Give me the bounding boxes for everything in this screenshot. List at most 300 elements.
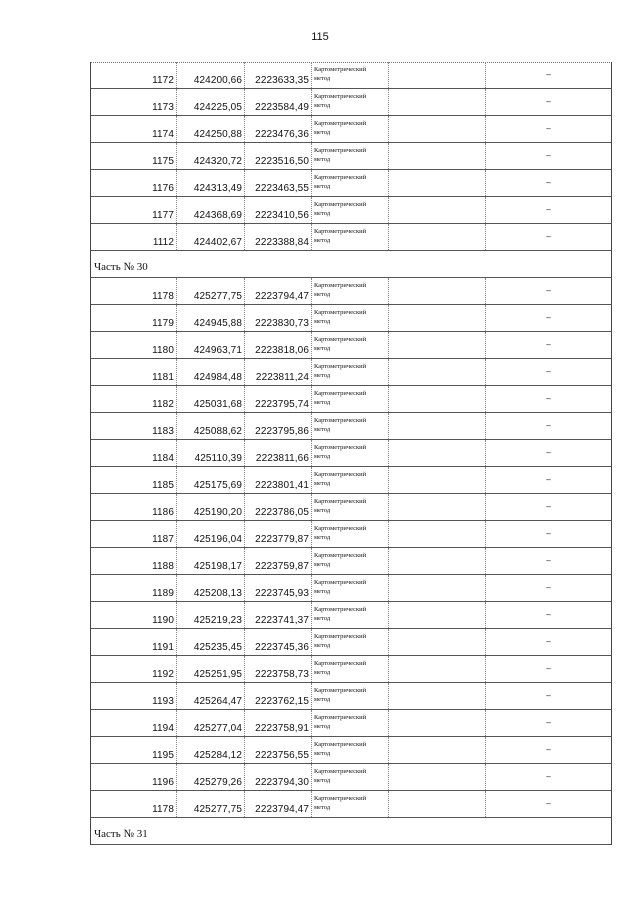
- method-line-2: метод: [314, 507, 331, 514]
- method-cell: [312, 683, 389, 709]
- note-cell: [486, 332, 611, 358]
- x-coordinate-cell-value: 425235,45: [193, 641, 242, 653]
- dash-mark: –: [546, 394, 551, 403]
- y-coordinate-cell: [245, 224, 312, 250]
- y-coordinate-cell-value: 2223794,47: [255, 803, 309, 815]
- y-coordinate-cell: [245, 305, 312, 331]
- note-cell: [486, 197, 611, 223]
- method-line-2: метод: [314, 399, 331, 406]
- method-cell: [312, 305, 389, 331]
- dash-mark: –: [546, 340, 551, 349]
- empty-cell: [389, 764, 486, 790]
- method-line-1: Картометрический: [314, 741, 367, 748]
- method-line-1: Картометрический: [314, 363, 367, 370]
- point-number-cell: [91, 224, 177, 250]
- x-coordinate-cell: [177, 737, 245, 763]
- point-number-cell: [91, 494, 177, 520]
- method-line-2: метод: [314, 129, 331, 136]
- point-number-cell: [91, 440, 177, 466]
- empty-cell: [389, 791, 486, 817]
- note-cell: [486, 575, 611, 601]
- table-row: [91, 629, 611, 656]
- note-cell: [486, 710, 611, 736]
- method-line-1: Картометрический: [314, 606, 367, 613]
- y-coordinate-cell-value: 2223794,30: [255, 776, 309, 788]
- y-coordinate-cell-value: 2223762,15: [255, 695, 309, 707]
- x-coordinate-cell: [177, 791, 245, 817]
- y-coordinate-cell: [245, 143, 312, 169]
- method-line-1: Картометрический: [314, 390, 367, 397]
- x-coordinate-cell: [177, 413, 245, 439]
- point-number-cell: [91, 143, 177, 169]
- method-text: [314, 659, 366, 677]
- y-coordinate-cell: [245, 332, 312, 358]
- method-cell: [312, 359, 389, 385]
- x-coordinate-cell: [177, 62, 245, 88]
- empty-cell: [389, 683, 486, 709]
- method-line-1: Картометрический: [314, 498, 367, 505]
- dash-mark: –: [546, 124, 551, 133]
- dash-mark: –: [546, 610, 551, 619]
- y-coordinate-cell: [245, 170, 312, 196]
- y-coordinate-cell: [245, 629, 312, 655]
- point-number-cell-value: 1112: [152, 236, 174, 248]
- point-number-cell-value: 1189: [152, 587, 174, 599]
- empty-cell: [389, 548, 486, 574]
- point-number-cell: [91, 467, 177, 493]
- point-number-cell-value: 1173: [152, 101, 174, 113]
- empty-cell: [389, 521, 486, 547]
- dash-mark: –: [546, 556, 551, 565]
- y-coordinate-cell-value: 2223801,41: [255, 479, 309, 491]
- note-cell: [486, 305, 611, 331]
- point-number-cell-value: 1193: [152, 695, 174, 707]
- x-coordinate-cell: [177, 305, 245, 331]
- method-text: [314, 173, 366, 191]
- empty-cell: [389, 224, 486, 250]
- dash-mark: –: [546, 637, 551, 646]
- method-line-1: Картометрический: [314, 714, 367, 721]
- note-cell: [486, 494, 611, 520]
- method-cell: [312, 548, 389, 574]
- y-coordinate-cell: [245, 737, 312, 763]
- empty-cell: [389, 305, 486, 331]
- empty-cell: [389, 386, 486, 412]
- table-row: [91, 791, 611, 818]
- point-number-cell-value: 1194: [152, 722, 174, 734]
- method-line-1: Картометрический: [314, 633, 367, 640]
- method-line-2: метод: [314, 750, 331, 757]
- x-coordinate-cell-value: 425277,75: [193, 290, 242, 302]
- dash-mark: –: [546, 421, 551, 430]
- empty-cell: [389, 575, 486, 601]
- point-number-cell: [91, 521, 177, 547]
- method-line-1: Картометрический: [314, 120, 367, 127]
- method-line-2: метод: [314, 75, 331, 82]
- x-coordinate-cell-value: 425264,47: [193, 695, 242, 707]
- method-line-1: Картометрический: [314, 93, 367, 100]
- x-coordinate-cell: [177, 224, 245, 250]
- x-coordinate-cell-value: 424402,67: [193, 236, 242, 248]
- point-number-cell: [91, 575, 177, 601]
- method-line-2: метод: [314, 237, 331, 244]
- method-text: [314, 767, 366, 785]
- method-line-2: метод: [314, 183, 331, 190]
- table-row: [91, 116, 611, 143]
- method-text: [314, 794, 366, 812]
- point-number-cell-value: 1195: [152, 749, 174, 761]
- note-cell: [486, 116, 611, 142]
- method-line-2: метод: [314, 777, 331, 784]
- x-coordinate-cell-value: 424984,48: [193, 371, 242, 383]
- empty-cell: [389, 494, 486, 520]
- coordinates-table: [90, 62, 612, 845]
- table-row: [91, 683, 611, 710]
- y-coordinate-cell-value: 2223830,73: [255, 317, 309, 329]
- empty-cell: [389, 629, 486, 655]
- y-coordinate-cell-value: 2223759,87: [255, 560, 309, 572]
- method-line-1: Картометрический: [314, 660, 367, 667]
- empty-cell: [389, 656, 486, 682]
- method-cell: [312, 737, 389, 763]
- dash-mark: –: [546, 529, 551, 538]
- method-line-1: Картометрический: [314, 579, 367, 586]
- method-text: [314, 65, 366, 83]
- method-text: [314, 632, 366, 650]
- empty-cell: [389, 197, 486, 223]
- empty-cell: [389, 359, 486, 385]
- table-row: [91, 413, 611, 440]
- y-coordinate-cell-value: 2223758,73: [255, 668, 309, 680]
- table-row: [91, 62, 611, 89]
- method-line-1: Картометрический: [314, 417, 367, 424]
- point-number-cell-value: 1178: [152, 290, 174, 302]
- y-coordinate-cell-value: 2223745,93: [255, 587, 309, 599]
- note-cell: [486, 89, 611, 115]
- table-row: [91, 143, 611, 170]
- method-cell: [312, 386, 389, 412]
- x-coordinate-cell-value: 425277,75: [193, 803, 242, 815]
- table-row: [91, 359, 611, 386]
- point-number-cell-value: 1182: [152, 398, 174, 410]
- point-number-cell-value: 1172: [152, 74, 174, 86]
- method-text: [314, 119, 366, 137]
- x-coordinate-cell: [177, 89, 245, 115]
- x-coordinate-cell-value: 425196,04: [193, 533, 242, 545]
- y-coordinate-cell: [245, 791, 312, 817]
- x-coordinate-cell: [177, 494, 245, 520]
- x-coordinate-cell: [177, 764, 245, 790]
- method-line-2: метод: [314, 345, 331, 352]
- y-coordinate-cell: [245, 521, 312, 547]
- dash-mark: –: [546, 151, 551, 160]
- point-number-cell: [91, 359, 177, 385]
- method-line-2: метод: [314, 804, 331, 811]
- point-number-cell: [91, 629, 177, 655]
- method-line-1: Картометрический: [314, 471, 367, 478]
- point-number-cell-value: 1191: [152, 641, 174, 653]
- table-row: [91, 575, 611, 602]
- method-cell: [312, 170, 389, 196]
- y-coordinate-cell: [245, 548, 312, 574]
- note-cell: [486, 143, 611, 169]
- point-number-cell-value: 1177: [152, 209, 174, 221]
- x-coordinate-cell: [177, 197, 245, 223]
- y-coordinate-cell-value: 2223811,66: [255, 452, 309, 464]
- method-text: [314, 308, 366, 326]
- table-row: [91, 764, 611, 791]
- point-number-cell: [91, 197, 177, 223]
- x-coordinate-cell-value: 425031,68: [193, 398, 242, 410]
- y-coordinate-cell-value: 2223795,86: [255, 425, 309, 437]
- method-cell: [312, 278, 389, 304]
- point-number-cell-value: 1179: [152, 317, 174, 329]
- method-line-1: Картометрический: [314, 336, 367, 343]
- method-cell: [312, 413, 389, 439]
- x-coordinate-cell-value: 425277,04: [193, 722, 242, 734]
- note-cell: [486, 764, 611, 790]
- y-coordinate-cell: [245, 359, 312, 385]
- table-row: [91, 521, 611, 548]
- table-row: [91, 170, 611, 197]
- method-cell: [312, 710, 389, 736]
- method-line-1: Картометрический: [314, 282, 367, 289]
- part-header-row: [91, 251, 611, 278]
- method-line-2: метод: [314, 669, 331, 676]
- x-coordinate-cell-value: 424313,49: [193, 182, 242, 194]
- empty-cell: [389, 440, 486, 466]
- method-line-2: метод: [314, 696, 331, 703]
- method-text: [314, 713, 366, 731]
- method-text: [314, 92, 366, 110]
- method-text: [314, 605, 366, 623]
- note-cell: [486, 683, 611, 709]
- note-cell: [486, 62, 611, 88]
- method-line-2: метод: [314, 102, 331, 109]
- method-line-1: Картометрический: [314, 309, 367, 316]
- method-line-2: метод: [314, 210, 331, 217]
- y-coordinate-cell-value: 2223476,36: [255, 128, 309, 140]
- y-coordinate-cell: [245, 683, 312, 709]
- point-number-cell-value: 1175: [152, 155, 174, 167]
- dash-mark: –: [546, 313, 551, 322]
- method-cell: [312, 764, 389, 790]
- dash-mark: –: [546, 475, 551, 484]
- y-coordinate-cell-value: 2223786,05: [255, 506, 309, 518]
- method-text: [314, 389, 366, 407]
- y-coordinate-cell-value: 2223388,84: [255, 236, 309, 248]
- empty-cell: [389, 710, 486, 736]
- method-text: [314, 362, 366, 380]
- method-line-1: Картометрический: [314, 174, 367, 181]
- empty-cell: [389, 413, 486, 439]
- point-number-cell: [91, 656, 177, 682]
- method-text: [314, 443, 366, 461]
- x-coordinate-cell-value: 424200,66: [193, 74, 242, 86]
- method-line-2: метод: [314, 642, 331, 649]
- method-line-2: метод: [314, 615, 331, 622]
- x-coordinate-cell-value: 425175,69: [193, 479, 242, 491]
- table-row: [91, 467, 611, 494]
- method-cell: [312, 62, 389, 88]
- x-coordinate-cell: [177, 521, 245, 547]
- method-line-2: метод: [314, 372, 331, 379]
- method-line-2: метод: [314, 723, 331, 730]
- note-cell: [486, 170, 611, 196]
- method-cell: [312, 197, 389, 223]
- x-coordinate-cell: [177, 575, 245, 601]
- y-coordinate-cell: [245, 494, 312, 520]
- note-cell: [486, 791, 611, 817]
- method-cell: [312, 656, 389, 682]
- method-line-2: метод: [314, 588, 331, 595]
- method-line-2: метод: [314, 453, 331, 460]
- dash-mark: –: [546, 745, 551, 754]
- method-text: [314, 740, 366, 758]
- point-number-cell: [91, 170, 177, 196]
- point-number-cell-value: 1178: [152, 803, 174, 815]
- method-text: [314, 470, 366, 488]
- y-coordinate-cell: [245, 386, 312, 412]
- empty-cell: [389, 143, 486, 169]
- note-cell: [486, 413, 611, 439]
- point-number-cell: [91, 791, 177, 817]
- x-coordinate-cell: [177, 278, 245, 304]
- point-number-cell-value: 1180: [152, 344, 174, 356]
- y-coordinate-cell: [245, 764, 312, 790]
- x-coordinate-cell: [177, 656, 245, 682]
- point-number-cell: [91, 116, 177, 142]
- note-cell: [486, 224, 611, 250]
- dash-mark: –: [546, 70, 551, 79]
- note-cell: [486, 521, 611, 547]
- y-coordinate-cell-value: 2223633,35: [255, 74, 309, 86]
- point-number-cell: [91, 62, 177, 88]
- page-number: 115: [311, 31, 329, 43]
- point-number-cell-value: 1183: [152, 425, 174, 437]
- y-coordinate-cell-value: 2223516,50: [255, 155, 309, 167]
- table-row: [91, 278, 611, 305]
- method-cell: [312, 116, 389, 142]
- point-number-cell-value: 1187: [152, 533, 174, 545]
- method-cell: [312, 467, 389, 493]
- point-number-cell-value: 1176: [152, 182, 174, 194]
- point-number-cell-value: 1184: [152, 452, 174, 464]
- x-coordinate-cell-value: 424250,88: [193, 128, 242, 140]
- y-coordinate-cell-value: 2223794,47: [255, 290, 309, 302]
- table-row: [91, 548, 611, 575]
- method-line-1: Картометрический: [314, 201, 367, 208]
- x-coordinate-cell-value: 425251,95: [193, 668, 242, 680]
- y-coordinate-cell: [245, 467, 312, 493]
- point-number-cell-value: 1174: [152, 128, 174, 140]
- method-line-2: метод: [314, 534, 331, 541]
- dash-mark: –: [546, 205, 551, 214]
- method-text: [314, 497, 366, 515]
- method-text: [314, 227, 366, 245]
- x-coordinate-cell: [177, 440, 245, 466]
- note-cell: [486, 467, 611, 493]
- table-row: [91, 197, 611, 224]
- point-number-cell-value: 1186: [152, 506, 174, 518]
- empty-cell: [389, 170, 486, 196]
- x-coordinate-cell: [177, 683, 245, 709]
- x-coordinate-cell-value: 425198,17: [193, 560, 242, 572]
- note-cell: [486, 386, 611, 412]
- y-coordinate-cell: [245, 413, 312, 439]
- point-number-cell: [91, 89, 177, 115]
- empty-cell: [389, 332, 486, 358]
- point-number-cell: [91, 737, 177, 763]
- y-coordinate-cell-value: 2223584,49: [255, 101, 309, 113]
- y-coordinate-cell: [245, 575, 312, 601]
- method-line-1: Картометрический: [314, 66, 367, 73]
- method-line-1: Картометрический: [314, 687, 367, 694]
- y-coordinate-cell-value: 2223779,87: [255, 533, 309, 545]
- method-cell: [312, 791, 389, 817]
- y-coordinate-cell-value: 2223410,56: [255, 209, 309, 221]
- note-cell: [486, 602, 611, 628]
- table-row: [91, 332, 611, 359]
- table-row: [91, 494, 611, 521]
- x-coordinate-cell-value: 424963,71: [193, 344, 242, 356]
- point-number-cell: [91, 548, 177, 574]
- method-text: [314, 146, 366, 164]
- note-cell: [486, 548, 611, 574]
- table-row: [91, 656, 611, 683]
- method-line-1: Картометрический: [314, 525, 367, 532]
- part-label: Часть № 30: [94, 261, 148, 273]
- method-cell: [312, 143, 389, 169]
- dash-mark: –: [546, 772, 551, 781]
- table-row: [91, 89, 611, 116]
- empty-cell: [389, 116, 486, 142]
- x-coordinate-cell-value: 424320,72: [193, 155, 242, 167]
- dash-mark: –: [546, 178, 551, 187]
- y-coordinate-cell: [245, 116, 312, 142]
- point-number-cell: [91, 413, 177, 439]
- dash-mark: –: [546, 691, 551, 700]
- point-number-cell-value: 1185: [152, 479, 174, 491]
- method-text: [314, 686, 366, 704]
- note-cell: [486, 656, 611, 682]
- note-cell: [486, 440, 611, 466]
- method-line-1: Картометрический: [314, 768, 367, 775]
- x-coordinate-cell: [177, 332, 245, 358]
- y-coordinate-cell-value: 2223463,55: [255, 182, 309, 194]
- y-coordinate-cell-value: 2223811,24: [255, 371, 309, 383]
- method-cell: [312, 521, 389, 547]
- note-cell: [486, 629, 611, 655]
- note-cell: [486, 359, 611, 385]
- method-cell: [312, 224, 389, 250]
- table-row: [91, 386, 611, 413]
- empty-cell: [389, 737, 486, 763]
- dash-mark: –: [546, 448, 551, 457]
- y-coordinate-cell: [245, 440, 312, 466]
- empty-cell: [389, 89, 486, 115]
- method-line-2: метод: [314, 291, 331, 298]
- y-coordinate-cell: [245, 602, 312, 628]
- note-cell: [486, 278, 611, 304]
- method-text: [314, 524, 366, 542]
- method-text: [314, 335, 366, 353]
- x-coordinate-cell-value: 425284,12: [193, 749, 242, 761]
- dash-mark: –: [546, 367, 551, 376]
- point-number-cell: [91, 386, 177, 412]
- method-line-2: метод: [314, 156, 331, 163]
- x-coordinate-cell: [177, 386, 245, 412]
